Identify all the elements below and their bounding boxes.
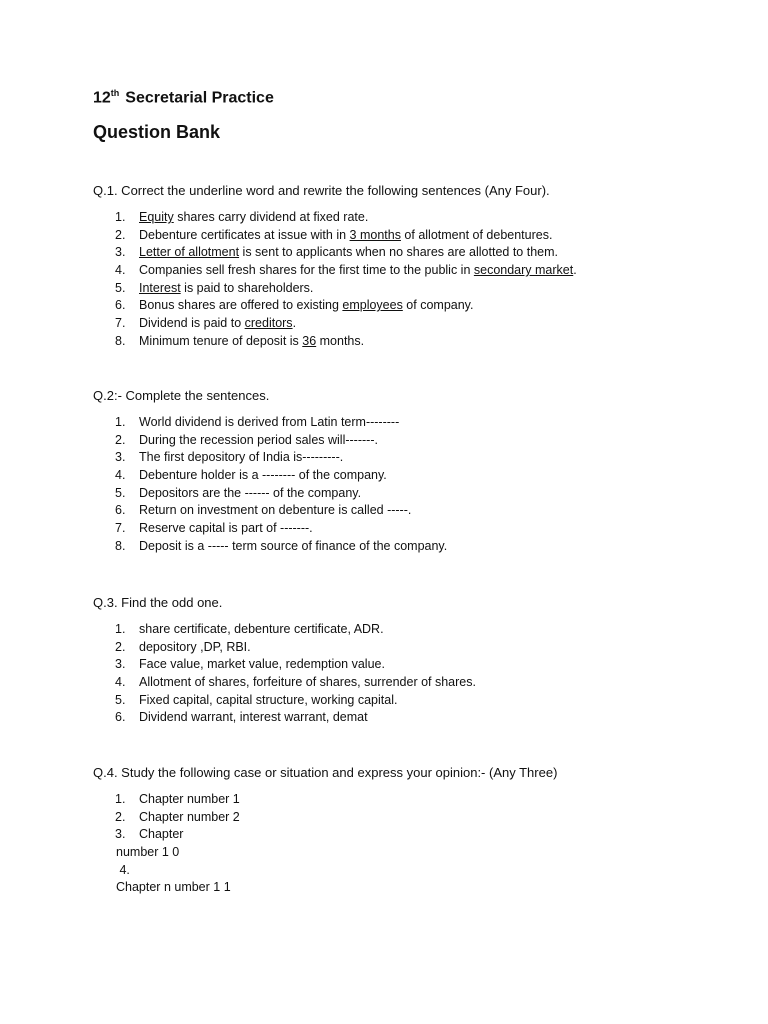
- q3-item: [115, 674, 476, 692]
- item-text: months.: [316, 333, 365, 348]
- q1-list: [115, 209, 577, 351]
- item-number: 3.: [115, 827, 126, 842]
- grade-suffix: th: [110, 88, 120, 98]
- item-text: Deposit is a ----- term source of finance of the company.: [139, 538, 448, 553]
- q1-item: [115, 227, 577, 245]
- q2-item: [115, 414, 447, 432]
- item-number: 4.: [115, 263, 126, 278]
- item-number: 7.: [115, 521, 126, 536]
- grade: 12: [93, 89, 111, 107]
- item-text: is sent to applicants when no shares are allotted to them.: [239, 245, 558, 260]
- q4-tail-text: [116, 844, 231, 897]
- q2-item: [115, 502, 447, 520]
- underlined-word: 3 months: [349, 227, 401, 242]
- q2-list: [115, 414, 447, 556]
- item-number: 5.: [115, 692, 126, 707]
- item-number: 5.: [115, 280, 126, 295]
- q2-item: [115, 449, 447, 467]
- q3-heading: Q.3. Find the odd one.: [93, 595, 223, 610]
- item-number: 4.: [115, 675, 126, 690]
- q1-item: [115, 315, 577, 333]
- q4-item: [115, 826, 240, 844]
- item-number: 1.: [115, 210, 126, 224]
- underlined-word: employees: [342, 298, 403, 313]
- item-text: Fixed capital, capital structure, working capital.: [139, 692, 398, 707]
- q1-heading: Q.1. Correct the underline word and rewrite the following sentences (Any Four).: [93, 183, 550, 198]
- item-text: Chapter number 1: [139, 792, 240, 806]
- item-number: 2.: [115, 639, 126, 654]
- underlined-word: Interest: [139, 280, 181, 295]
- item-text: The first depository of India is---------.: [139, 450, 344, 465]
- item-text: Depositors are the ------ of the company.: [139, 485, 362, 500]
- subject-name: Secretarial Practice: [125, 89, 274, 107]
- item-number: 6.: [115, 503, 126, 518]
- item-text: .: [573, 263, 577, 278]
- tail-line: 4.: [116, 862, 130, 877]
- item-text: Chapter: [139, 827, 184, 842]
- underlined-word: Equity: [139, 210, 174, 224]
- q3-item: [115, 639, 476, 657]
- q3-item: [115, 709, 476, 727]
- q1-item: [115, 262, 577, 280]
- item-text: shares carry dividend at fixed rate.: [173, 210, 369, 224]
- item-text: World dividend is derived from Latin term--------: [139, 415, 400, 429]
- tail-line: number 1 0: [116, 845, 180, 859]
- q3-item: [115, 621, 476, 639]
- item-number: 6.: [115, 710, 126, 725]
- q1-item: [115, 333, 577, 351]
- item-number: 3.: [115, 245, 126, 260]
- item-number: 2.: [115, 809, 126, 824]
- q2-heading: Q.2:- Complete the sentences.: [93, 388, 270, 403]
- item-number: 8.: [115, 538, 126, 553]
- item-number: 1.: [115, 415, 126, 429]
- q4-item: [115, 809, 240, 827]
- item-text: .: [292, 316, 297, 331]
- q1-item: [115, 244, 577, 262]
- item-text: Reserve capital is part of -------.: [139, 521, 313, 536]
- item-text: share certificate, debenture certificate, ADR.: [139, 622, 384, 636]
- item-text: of company.: [402, 298, 474, 313]
- q2-item: [115, 538, 447, 556]
- q2-item: [115, 485, 447, 503]
- item-number: 3.: [115, 657, 126, 672]
- tail-line: Chapter n umber 1 1: [116, 880, 231, 895]
- q1-item: [115, 280, 577, 298]
- q1-item: [115, 297, 577, 315]
- item-text: Bonus shares are offered to existing: [139, 298, 343, 313]
- q2-item: [115, 520, 447, 538]
- underlined-word: Letter of allotment: [139, 245, 240, 260]
- page-title: Question Bank: [93, 122, 221, 142]
- item-text: depository ,DP, RBI.: [139, 639, 251, 654]
- q2-item: [115, 432, 447, 450]
- item-number: 6.: [115, 298, 126, 313]
- item-number: 5.: [115, 485, 126, 500]
- item-number: 1.: [115, 792, 126, 806]
- q3-item: [115, 656, 476, 674]
- q4-item: [115, 791, 240, 809]
- item-text: Return on investment on debenture is called -----.: [139, 503, 412, 518]
- item-number: 8.: [115, 333, 126, 348]
- subject-title: [93, 88, 274, 107]
- item-text: Face value, market value, redemption value.: [139, 657, 385, 672]
- q1-item: [115, 209, 577, 227]
- item-number: 1.: [115, 622, 126, 636]
- item-text: Debenture holder is a -------- of the company.: [139, 468, 387, 483]
- item-text: During the recession period sales will-------.: [139, 432, 378, 447]
- item-number: 4.: [115, 468, 126, 483]
- item-text: Debenture certificates at issue with in: [139, 227, 350, 242]
- item-text: Dividend warrant, interest warrant, demat: [139, 710, 368, 725]
- item-text: Allotment of shares, forfeiture of shares, surrender of shares.: [139, 675, 476, 690]
- item-number: 3.: [115, 450, 126, 465]
- item-number: 7.: [115, 316, 126, 331]
- item-text: Minimum tenure of deposit is: [139, 333, 303, 348]
- underlined-word: creditors: [244, 316, 293, 331]
- underlined-word: 36: [302, 333, 317, 348]
- q4-heading: Q.4. Study the following case or situation and express your opinion:- (Any Three): [93, 765, 558, 780]
- item-number: 2.: [115, 432, 126, 447]
- q3-item: [115, 692, 476, 710]
- q4-list: [115, 791, 240, 844]
- item-text: of allotment of debentures.: [400, 227, 553, 242]
- item-text: Dividend is paid to: [139, 316, 245, 331]
- q3-list: [115, 621, 476, 727]
- item-number: 2.: [115, 227, 126, 242]
- underlined-word: secondary market: [473, 263, 574, 278]
- item-text: is paid to shareholders.: [180, 280, 314, 295]
- item-text: Chapter number 2: [139, 809, 240, 824]
- item-text: Companies sell fresh shares for the first time to the public in: [139, 263, 474, 278]
- q2-item: [115, 467, 447, 485]
